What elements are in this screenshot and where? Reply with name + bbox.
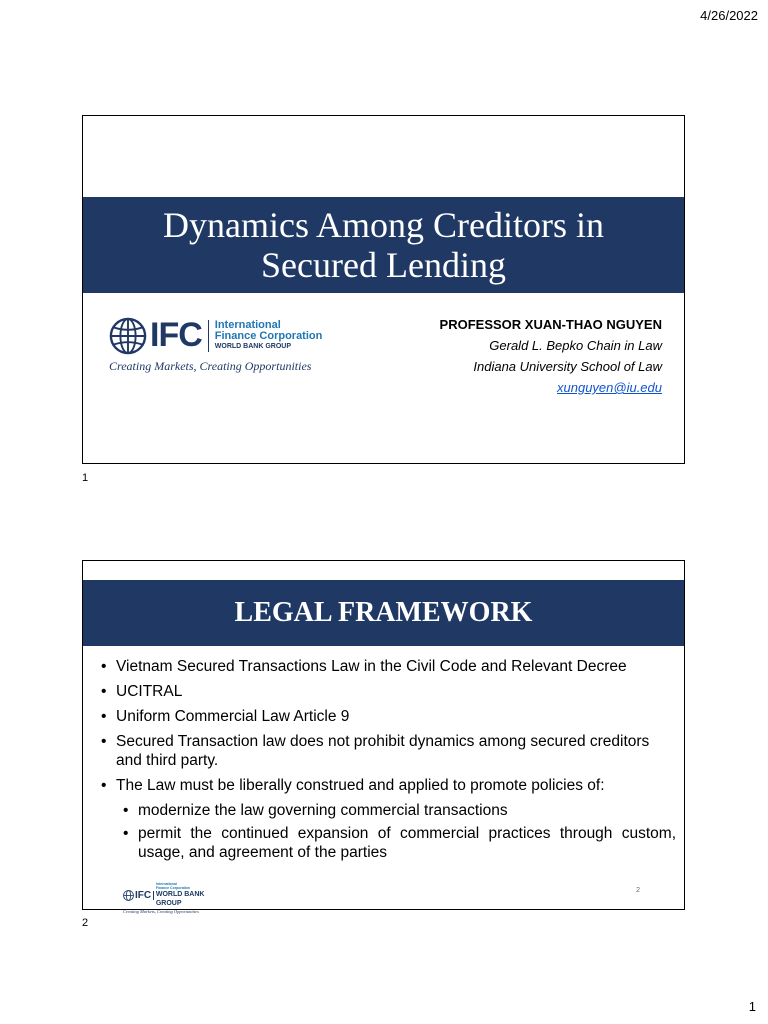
print-date: 4/26/2022 xyxy=(700,8,758,23)
bullet-item: • Secured Transaction law does not prohibit dynamics among secured creditors and third party. xyxy=(101,732,676,770)
ifc-logo xyxy=(109,316,409,374)
bullet-item: • Vietnam Secured Transactions Law in the Civil Code and Relevant Decree xyxy=(101,657,676,676)
slide-number: 2 xyxy=(636,887,640,894)
bullet-list xyxy=(101,657,676,866)
sub-bullet-item: • permit the continued expansion of commercial practices through custom, usage, and agreement of the parties xyxy=(101,824,676,862)
ifc-name xyxy=(215,320,323,351)
slide-2 xyxy=(82,560,685,914)
ifc-tagline: Creating Markets, Creating Opportunities xyxy=(109,359,312,373)
ifc-letters: IFC xyxy=(150,316,202,354)
ifc-name-line-3: WORLD BANK GROUP xyxy=(214,343,291,350)
slide-2-index: 2 xyxy=(82,917,89,929)
bullet-item: • The Law must be liberally construed and applied to promote policies of: xyxy=(101,776,676,795)
slide-1 xyxy=(82,115,685,464)
author-chair: Gerald L. Bepko Chain in Law xyxy=(489,338,662,353)
ifc-name-line-2: Finance Corporation xyxy=(214,330,323,342)
page-number: 1 xyxy=(748,999,756,1014)
globe-icon xyxy=(109,317,147,355)
ifc-name-line-3: WORLD BANK GROUP xyxy=(155,891,205,907)
title-band xyxy=(83,580,684,646)
bullet-item: • UCITRAL xyxy=(101,682,676,701)
author-name: PROFESSOR XUAN-THAO NGUYEN xyxy=(439,317,662,332)
ifc-letters: IFC xyxy=(135,890,152,901)
title-band xyxy=(83,197,684,293)
ifc-tagline: Creating Markets, Creating Opportunities xyxy=(123,909,199,914)
logo-divider xyxy=(153,891,154,900)
slide-1-index: 1 xyxy=(82,472,89,484)
author-school: Indiana University School of Law xyxy=(473,359,662,374)
ifc-name-line-1: International xyxy=(155,882,177,886)
author-block xyxy=(440,314,662,398)
ifc-name-line-1: International xyxy=(214,319,281,331)
ifc-name-line-2: Finance Corporation xyxy=(155,885,191,890)
bullet-item: • Uniform Commercial Law Article 9 xyxy=(101,707,676,726)
author-email-link[interactable]: xunguyen@iu.edu xyxy=(557,380,662,395)
title-line-1: Dynamics Among Creditors in xyxy=(163,204,604,245)
ifc-logo-small xyxy=(123,883,213,914)
title-line-2: Secured Lending xyxy=(261,245,506,285)
slide-title xyxy=(163,205,604,286)
ifc-name xyxy=(156,883,213,908)
globe-icon xyxy=(123,890,134,901)
sub-bullet-item: • modernize the law governing commercial transactions xyxy=(101,801,676,820)
logo-divider xyxy=(208,320,209,352)
slide-title: LEGAL FRAMEWORK xyxy=(234,597,533,628)
